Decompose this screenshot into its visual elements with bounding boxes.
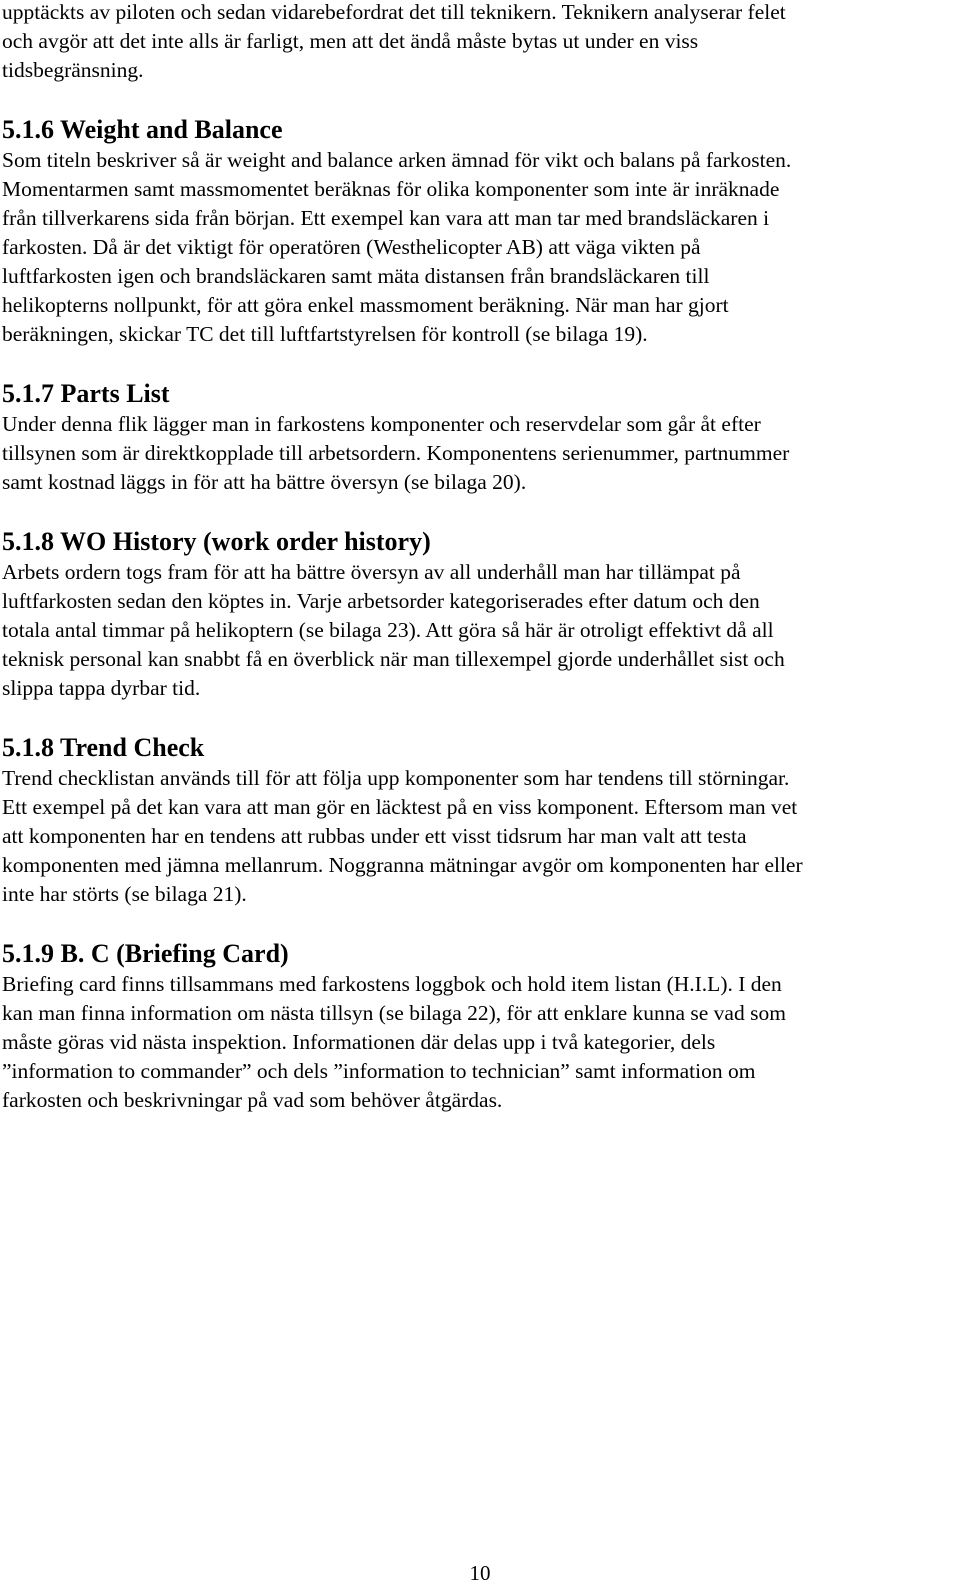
text-line: teknisk personal kan snabbt få en överblick när man tillexempel gjorde underhållet sist och: [2, 647, 785, 671]
text-line: Briefing card finns tillsammans med farkostens loggbok och hold item listan (H.I.L). I den: [2, 972, 782, 996]
text-line: inte har störts (se bilaga 21).: [2, 882, 247, 906]
text-line: totala antal timmar på helikoptern (se bilaga 23). Att göra så här är otroligt effektivt då all: [2, 618, 774, 642]
text-line: slippa tappa dyrbar tid.: [2, 676, 201, 700]
text-line: tillsynen som är direktkopplade till arbetsordern. Komponentens serienummer, partnummer: [2, 441, 790, 465]
text-line: komponenten med jämna mellanrum. Noggranna mätningar avgör om komponenten har eller: [2, 853, 803, 877]
text-line: Under denna flik lägger man in farkostens komponenter och reservdelar som går åt efter: [2, 412, 761, 436]
text-line: farkosten. Då är det viktigt för operatören (Westhelicopter AB) att väga vikten på: [2, 235, 701, 259]
section-paragraph: [2, 764, 952, 909]
text-line: Momentarmen samt massmomentet beräknas för olika komponenter som inte är inräknade: [2, 177, 780, 201]
section-parts-list: [2, 378, 952, 497]
section-weight-and-balance: [2, 114, 952, 349]
text-line: kan man finna information om nästa tillsyn (se bilaga 22), för att enklare kunna se vad som: [2, 1001, 786, 1025]
text-line: helikopterns nollpunkt, för att göra enkel massmoment beräkning. När man har gjort: [2, 293, 729, 317]
section-paragraph: [2, 410, 952, 497]
text-line: Arbets ordern togs fram för att ha bättre översyn av all underhåll man har tillämpat på: [2, 560, 741, 584]
section-wo-history: [2, 526, 952, 703]
section-heading: 5.1.9 B. C (Briefing Card): [2, 939, 289, 968]
section-trend-check: [2, 732, 952, 909]
intro-paragraph: [2, 0, 952, 85]
section-heading: 5.1.8 WO History (work order history): [2, 527, 431, 556]
text-line: tidsbegränsning.: [2, 58, 144, 82]
text-line: farkosten och beskrivningar på vad som behöver åtgärdas.: [2, 1088, 503, 1112]
section-paragraph: [2, 558, 952, 703]
section-heading: 5.1.8 Trend Check: [2, 733, 205, 762]
text-line: samt kostnad läggs in för att ha bättre översyn (se bilaga 20).: [2, 470, 527, 494]
text-line: och avgör att det inte alls är farligt, men att det ändå måste bytas ut under en viss: [2, 29, 699, 53]
text-line: luftfarkosten sedan den köptes in. Varje arbetsorder kategoriserades efter datum och den: [2, 589, 760, 613]
text-line: att komponenten har en tendens att rubbas under ett visst tidsrum har man valt att testa: [2, 824, 747, 848]
text-line: Ett exempel på det kan vara att man gör en läcktest på en viss komponent. Eftersom man vet: [2, 795, 798, 819]
text-line: upptäckts av piloten och sedan vidarebefordrat det till teknikern. Teknikern analyserar felet: [2, 0, 786, 24]
section-paragraph: [2, 970, 952, 1115]
page-number: 10: [469, 1561, 491, 1585]
document-body: [2, 0, 952, 1115]
text-line: från tillverkarens sida från början. Ett exempel kan vara att man tar med brandsläckaren i: [2, 206, 770, 230]
text-line: ”information to commander” och dels ”information to technician” samt information om: [2, 1059, 756, 1083]
section-briefing-card: [2, 938, 952, 1115]
text-line: måste göras vid nästa inspektion. Informationen där delas upp i två kategorier, dels: [2, 1030, 716, 1054]
text-line: Som titeln beskriver så är weight and balance arken ämnad för vikt och balans på farkosten.: [2, 148, 792, 172]
section-heading: 5.1.6 Weight and Balance: [2, 115, 283, 144]
section-heading: 5.1.7 Parts List: [2, 379, 170, 408]
text-line: Trend checklistan används till för att följa upp komponenter som har tendens till störningar.: [2, 766, 790, 790]
text-line: beräkningen, skickar TC det till luftfartstyrelsen för kontroll (se bilaga 19).: [2, 322, 648, 346]
text-line: luftfarkosten igen och brandsläckaren samt mäta distansen från brandsläckaren till: [2, 264, 710, 288]
section-paragraph: [2, 146, 952, 349]
